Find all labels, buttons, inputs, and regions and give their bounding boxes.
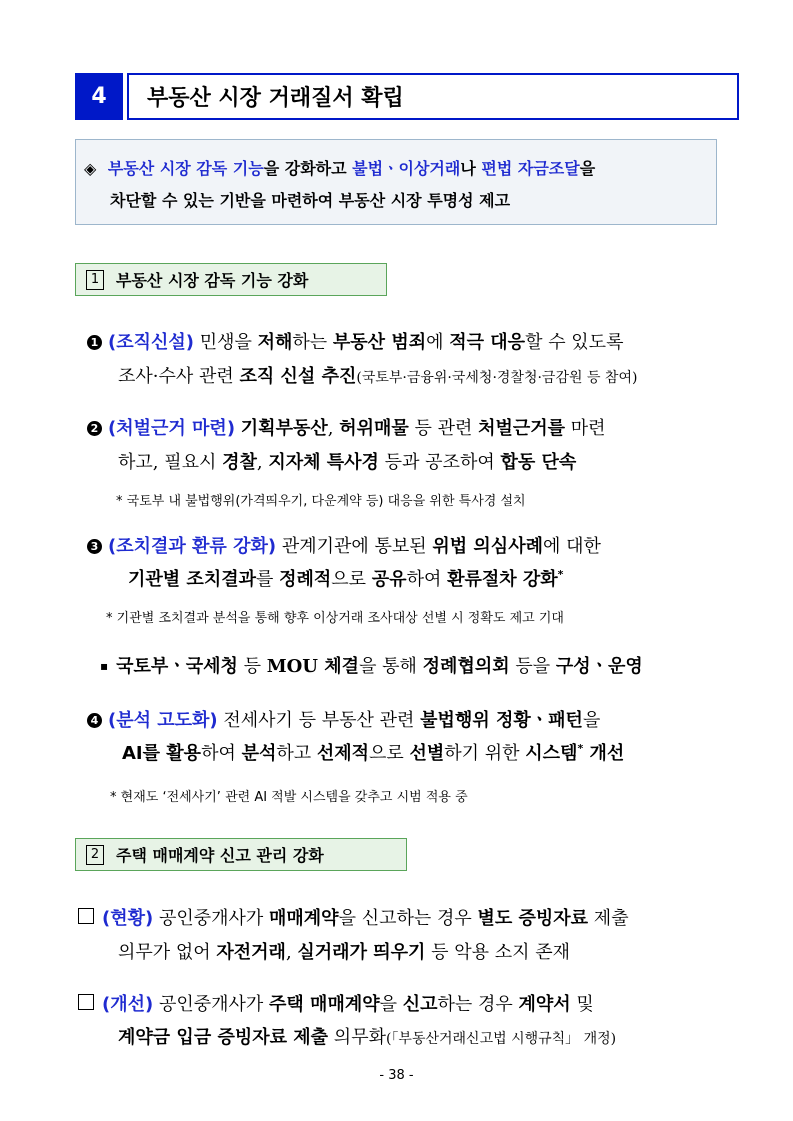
text: 하고, 필요시 [118,452,223,473]
text-bold: 기획부동산 [240,418,328,439]
item-4-note: * 현재도 ‘전세사기’ 관련 AI 적발 시스템을 갖추고 시범 적용 중 [110,790,468,805]
text: 및 [570,994,594,1015]
text-bold: 정례적 [279,569,332,590]
text: 을 통해 [359,656,423,677]
item-tag: (현황) [102,908,154,929]
item-1-line-1 [87,328,623,354]
item-3-line-2 [128,565,563,591]
item-tag: (조치결과 환류 강화) [108,536,277,557]
checkbox-square-icon [78,908,94,924]
item-2-line-2 [118,448,576,474]
text: 전세사기 등 부동산 관련 [217,710,421,731]
subsection-title: 부동산 시장 감독 기능 강화 [116,271,309,290]
item-tag: (개선) [102,994,154,1015]
text: 으로 [331,569,372,590]
text-bold: 조직 신설 추진 [239,366,357,387]
text-bold: 계약금 입금 증빙자료 제출 [118,1027,329,1048]
text: 하기 위한 [444,743,526,764]
text-bold: 시스템 [525,743,578,764]
summary-highlight-1: 부동산 시장 감독 기능 [107,159,264,178]
diamond-bullet-icon: ◈ [84,159,97,178]
circled-number-icon: 2 [87,421,102,436]
text: 에 대한 [542,536,601,557]
checkbox-square-icon [78,994,94,1010]
circled-number-icon: 4 [87,713,102,728]
text-bold: 선제적 [316,743,370,764]
text-bold: 적극 대응 [449,332,526,353]
text: 등과 공조하여 [378,452,501,473]
text: 하여 [201,743,242,764]
summary-text: 을 [579,159,596,178]
item-3-line-1 [87,532,601,558]
item-tag: (조직신설) [108,332,195,353]
text: , [327,418,340,439]
section-header [75,73,721,120]
text: 하는 경우 [437,994,519,1015]
text-bold: 분석 [241,743,277,764]
subsection-header-2 [75,838,407,871]
text-small: (「부동산거래신고법 시행규칙」 개정) [385,1031,617,1047]
section-number: 4 [75,73,123,120]
text-bold: 공유 [371,569,407,590]
text: , [256,452,269,473]
text: 하는 [292,332,333,353]
text-bold: 환류절차 강화 [447,569,558,590]
item-5-line-1 [78,904,629,930]
text: 를 [255,569,280,590]
text-bold: 자전거래 [216,942,286,963]
text-bold: AI를 활용 [122,743,202,764]
text-bold: 구성ㆍ운영 [555,656,643,677]
text: 으로 [369,743,410,764]
item-6-line-1 [78,990,594,1016]
footnote-marker: * [557,568,564,581]
text-bold: 처벌근거를 [478,418,566,439]
text: 하고 [276,743,317,764]
item-6-line-2 [118,1023,616,1049]
text: 에 [426,332,450,353]
text-bold: 허위매물 [339,418,409,439]
text-bold: 부동산 범죄 [332,332,427,353]
text-bold: 주택 매매계약 [269,994,380,1015]
subsection-header-1 [75,263,387,296]
page-number: - 38 - [379,1068,414,1083]
text: 마련 [565,418,606,439]
text-bold: 기관별 조치결과 [128,569,256,590]
text: 을 [582,710,601,731]
subsection-title: 주택 매매계약 신고 관리 강화 [116,846,324,865]
text-bold: 계약서 [518,994,571,1015]
summary-box [75,139,717,225]
section-title: 부동산 시장 거래질서 확립 [147,86,404,111]
text: 을 신고하는 경우 [338,908,478,929]
text-bold: 신고 [402,994,438,1015]
text-bold: 별도 증빙자료 [477,908,589,929]
text-bold: 국토부ㆍ국세청 [116,656,238,677]
item-4-line-1 [87,706,600,732]
footnote-marker: * [577,742,584,755]
text-bold: 지자체 특사경 [268,452,379,473]
text-bold: MOU 체결 [266,656,360,677]
text: , [285,942,298,963]
text: 공인중개사가 [153,908,270,929]
item-3-note: * 기관별 조치결과 분석을 통해 향후 이상거래 조사대상 선별 시 정확도 제고 기대 [106,611,564,626]
summary-text: 나 [460,159,482,178]
text: 민생을 [194,332,258,353]
text-bold: 실거래가 띄우기 [297,942,426,963]
circled-number-icon: 3 [87,539,102,554]
text-bold: 정례협의회 [422,656,510,677]
item-2-note: * 국토부 내 불법행위(가격띄우기, 다운계약 등) 대응을 위한 특사경 설치 [116,494,526,509]
text: 제출 [588,908,629,929]
text: 의무가 없어 [118,942,217,963]
item-tag: (처벌근거 마련) [108,418,236,439]
text: 을 [379,994,403,1015]
item-tag: (분석 고도화) [108,710,218,731]
subsection-number: 2 [86,845,104,865]
item-2-line-1 [87,414,606,440]
square-bullet-icon: ▪ [100,659,109,673]
summary-highlight-3: 편법 자금조달 [481,159,580,178]
summary-line-1 [84,156,595,179]
text-bold: 불법행위 정황ㆍ패턴 [420,710,583,731]
summary-line-2: 차단할 수 있는 기반을 마련하여 부동산 시장 투명성 제고 [110,191,511,210]
item-4-line-2 [122,739,624,765]
text: 공인중개사가 [153,994,270,1015]
summary-highlight-2: 불법ㆍ이상거래 [352,159,461,178]
text: 하여 [406,569,448,590]
text: 등을 [509,656,556,677]
text: 조사·수사 관련 [118,366,240,387]
text-bold: 선별 [409,743,445,764]
text: 관계기관에 통보된 [276,536,433,557]
text-bold: 합동 단속 [500,452,577,473]
text-bold: 매매계약 [269,908,339,929]
summary-text: 을 강화하고 [263,159,353,178]
text-bold: 개선 [583,743,625,764]
section-title-box [127,73,739,120]
text-bold: 저해 [257,332,293,353]
text: 등 관련 [408,418,479,439]
text: 등 [237,656,267,677]
item-1-line-2 [118,362,637,388]
text-small: (국토부·금융위·국세청·경찰청·금감원 등 참여) [356,370,638,386]
text: 의무화 [328,1027,386,1048]
text-bold: 경찰 [222,452,257,473]
text: 등 악용 소지 존재 [425,942,570,963]
subsection-number: 1 [86,270,104,290]
circled-number-icon: 1 [87,335,102,350]
item-5-line-2 [118,938,570,964]
item-3-bullet [100,652,643,678]
text-bold: 위법 의심사례 [432,536,543,557]
text: 할 수 있도록 [525,332,624,353]
